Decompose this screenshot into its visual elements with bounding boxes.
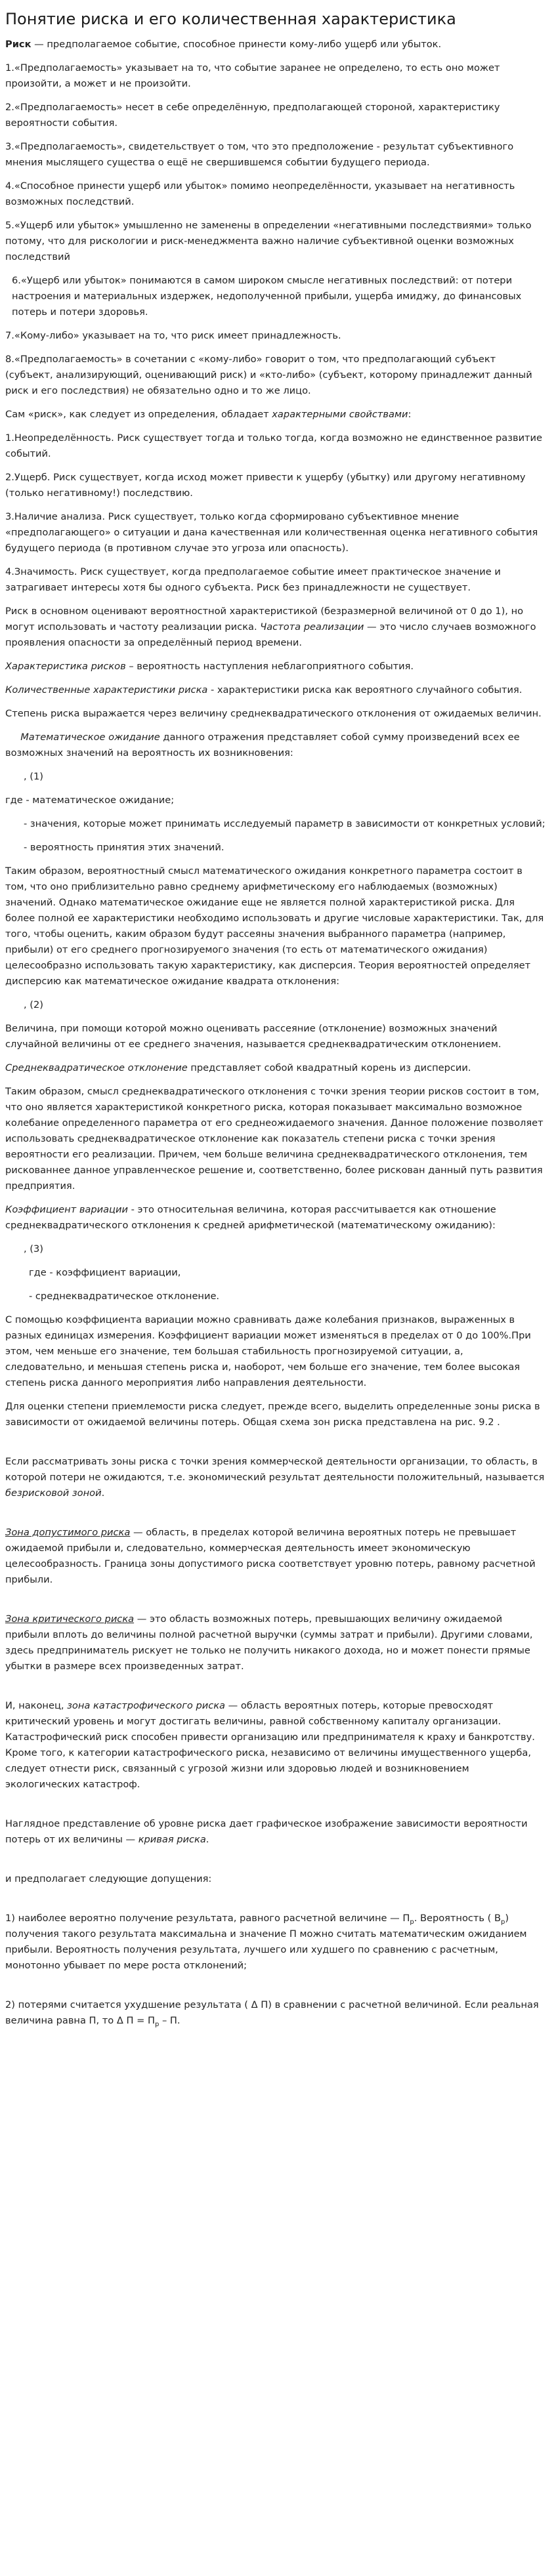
zone-catastrophic <box>5 1698 545 1793</box>
text-fragment: И, наконец, <box>5 1700 68 1711</box>
text-fragment: ) получения такого результата максимальна и значение П можно считать математическим ожиданием прибыли. Вероятность получения результата, лучшего или худшего по сравнению с расчетным, монотонно убывает по мере роста отклонений; <box>5 1913 527 1971</box>
text-fragment: . Вероятность ( В <box>414 1913 502 1924</box>
risk-term: Риск <box>5 39 32 50</box>
text-fragment: характерными свойствами <box>272 409 408 420</box>
text-fragment: Количественные характеристики риска <box>5 684 208 696</box>
spacer <box>5 1982 545 1997</box>
paragraph: - значения, которые может принимать исследуемый параметр в зависимости от конкретных условий; <box>24 818 545 829</box>
text-fragment: — это число случаев возможного проявления опасности за определённый период времени. <box>5 621 536 648</box>
text-fragment: Частота реализации <box>260 621 364 633</box>
formula-3: , (3) <box>24 1243 43 1255</box>
text-fragment: Коэффициент вариации <box>5 1204 128 1215</box>
text-fragment: Зона допустимого риска <box>5 1527 131 1538</box>
text-fragment: — область вероятных потерь, которые превосходят критический уровень и могут достигать величины, равной собственному капиталу организации. Катастрофический риск способен привести организацию или предпринимателя к краху и банкротству. Кроме того, к категории катастрофического риска, независимо от величины имущественного ущерба, следует отнести риск, связанный с угрозой жизни или здоровью людей и возникновением экологических катастроф. <box>5 1700 535 1790</box>
paragraph: 3.Наличие анализа. Риск существует, только когда сформировано субъективное мнение «предполагающего» о ситуации и дана качественная или количественная оценка негативного события будущего периода (в противном случае это угроза или опасность). <box>5 511 538 554</box>
text-fragment: Характеристика рисков <box>5 661 126 672</box>
spacer <box>5 2037 545 2052</box>
text-fragment: - характеристики риска как вероятного случайного события. <box>207 684 523 696</box>
paragraph: 4.Значимость. Риск существует, когда предполагаемое событие имеет практическое значение и затрагивает интересы хотя бы одного субъекта. Риск без принадлежности не существует. <box>5 566 501 593</box>
subscript: р <box>501 1918 505 1926</box>
zone-safe <box>5 1454 545 1501</box>
text-fragment: — область, в пределах которой величина вероятных потерь не превышает ожидаемой прибыли и, следовательно, коммерческая деятельность имеет экономическую целесообразность. Граница зоны допустимого риска соответствует уровню потерь, равному расчетной прибыли. <box>5 1527 536 1585</box>
properties-intro <box>5 407 545 423</box>
risk-characteristic <box>5 659 545 675</box>
quantitative-characteristics <box>5 682 545 698</box>
text-fragment: представляет собой квадратный корень из дисперсии. <box>187 1062 471 1073</box>
page-title: Понятие риска и его количественная характеристика <box>5 10 456 28</box>
paragraph: где - коэффициент вариации, <box>29 1267 181 1278</box>
text-fragment: безрисковой зоной <box>5 1487 102 1499</box>
paragraph: 1.«Предполагаемость» указывает на то, что событие заранее не определено, то есть оно может произойти, а может и не произойти. <box>5 62 500 89</box>
spacer <box>5 1800 545 1816</box>
paragraph: 2.«Предполагаемость» несет в себе определённую, предполагающей стороной, характеристику вероятности события. <box>5 102 500 129</box>
formula-1: , (1) <box>24 771 43 782</box>
paragraph: - среднеквадратическое отклонение. <box>29 1291 220 1302</box>
subscript: р <box>410 1918 414 1926</box>
text-fragment: – вероятность наступления неблагоприятного события. <box>125 661 414 672</box>
subscript: р <box>154 2020 160 2028</box>
text-fragment: 1) наиболее вероятно получение результата, равного расчетной величине — П <box>5 1913 410 1924</box>
risk-curve-intro <box>5 1816 545 1848</box>
text-fragment: - это относительная величина, которая рассчитывается как отношение среднеквадратического отклонения к средней арифметической (математическому ожиданию): <box>5 1204 496 1231</box>
spacer <box>5 1596 545 1611</box>
text-fragment: – П. <box>159 2015 181 2026</box>
formula-2: , (2) <box>24 999 43 1010</box>
text-fragment: 2) потерями считается ухудшение результата ( Δ П) в сравнении с расчетной величиной. Если реальная величина равна П, то Δ П = П <box>5 1999 539 2026</box>
paragraph: 3.«Предполагаемость», свидетельствует о том, что это предположение - результат субъективного мнения мыслящего существа о ещё не свершившемся событии будущего периода. <box>5 141 514 168</box>
spacer <box>5 1682 545 1698</box>
risk-definition-text: — предполагаемое событие, способное принести кому-либо ущерб или убыток. <box>31 39 442 50</box>
paragraph: Таким образом, вероятностный смысл математического ожидания конкретного параметра состоит в том, что оно приблизительно равно среднему арифметическому его наблюдаемых (возможных) значений. Однако математическое ожидание еще не является полной характеристикой риска. Для более полной ее характеристики необходимо использовать и другие числовые характеристики. Так, для того, чтобы оценить, каким образом будут рассеяны значения выбранного параметра (например, прибыли) от его среднего прогнозируемого значения (то есть от математического ожидания) целесообразно использовать такую характеристику, как дисперсия. Теория вероятностей определяет дисперсию как математическое ожидание квадрата отклонения: <box>5 865 544 987</box>
spacer <box>5 1509 545 1525</box>
spacer <box>5 1856 545 1871</box>
zone-critical <box>5 1611 545 1674</box>
sd-definition <box>5 1060 545 1076</box>
paragraph: 4.«Способное принести ущерб или убыток» помимо неопределённости, указывает на негативность возможных последствий. <box>5 180 515 207</box>
paragraph: 1.Неопределённость. Риск существует тогда и только тогда, когда возможно не единственное развитие событий. <box>5 432 543 459</box>
paragraph: и предполагает следующие допущения: <box>5 1873 212 1884</box>
paragraph: Таким образом, смысл среднеквадратического отклонения с точки зрения теории рисков состоит в том, что оно является характеристикой конкретного риска, которая показывает максимально возможное колебание определенного параметра от его среднеожидаемого значения. Данное положение позволяет использовать среднеквадратическое отклонение как показатель степени риска с точки зрения вероятности его реализации. Причем, чем больше величина среднеквадратического отклонения, тем рискованнее данное управленческое решение и, соответственно, более рискован данный путь развития предприятия. <box>5 1086 544 1192</box>
text-fragment: : <box>408 409 412 420</box>
text-fragment: Риск в основном оценивают вероятностной характеристикой (безразмерной величиной от 0 до 1), но могут использовать и частоту реализации риска. <box>5 606 524 633</box>
paragraph: 6.«Ущерб или убыток» понимаются в самом широком смысле негативных последствий: от потери настроения и материальных издержек, недополученной прибыли, ущерба имиджу, до финансовых потерь и потери здоровья. <box>12 275 522 318</box>
paragraph: Для оценки степени приемлемости риска следует, прежде всего, выделить определенные зоны риска в зависимости от ожидаемой величины потерь. Общая схема зон риска представлена на рис. 9.2 . <box>5 1401 540 1428</box>
text-fragment: — это область возможных потерь, превышающих величину ожидаемой прибыли вплоть до величины полной расчетной выручки (суммы затрат и прибыли). Другими словами, здесь предприниматель рискует не только не получить никакого дохода, но и может понести прямые убытки в размере всех произведенных затрат. <box>5 1613 533 1672</box>
paragraph: 7.«Кому-либо» указывает на то, что риск имеет принадлежность. <box>5 330 341 341</box>
paragraph: где - математическое ожидание; <box>5 795 175 806</box>
text-fragment: Сам «риск», как следует из определения, обладает <box>5 409 272 420</box>
text-fragment: Наглядное представление об уровне риска дает графическое изображение зависимости вероятности потерь от их величины — <box>5 1818 528 1845</box>
text-fragment: . <box>205 1834 209 1845</box>
spacer <box>5 1438 545 1454</box>
assumption-2 <box>5 1997 545 2029</box>
assumption-1 <box>5 1911 545 1974</box>
paragraph: - вероятность принятия этих значений. <box>24 842 225 853</box>
text-fragment: кривая риска <box>138 1834 206 1845</box>
text-fragment: Зона критического риска <box>5 1613 135 1625</box>
spacer <box>5 1895 545 1911</box>
zone-acceptable <box>5 1525 545 1588</box>
paragraph: Степень риска выражается через величину среднеквадратического отклонения от ожидаемых величин. <box>5 708 542 719</box>
paragraph: 5.«Ущерб или убыток» умышленно не заменены в определении «негативными последствиями» только потому, что для рискологии и риск-менеджмента важно наличие субъективной оценки возможных последствий <box>5 220 532 262</box>
text-fragment: данного отражения представляет собой сумму произведений всех ее возможных значений на вероятность их возникновения: <box>5 732 520 758</box>
paragraph: 8.«Предполагаемость» в сочетании с «кому-либо» говорит о том, что предполагающий субъект (субъект, анализирующий, оценивающий риск) и «кто-либо» (субъект, которому принадлежит данный риск и его последствия) не обязательно одно и то же лицо. <box>5 354 532 396</box>
risk-definition <box>5 37 545 52</box>
text-fragment: Если рассматривать зоны риска с точки зрения коммерческой деятельности организации, то область, в которой потери не ожидаются, т.е. экономический результат деятельности положительный, называется <box>5 1456 545 1483</box>
paragraph: 2.Ущерб. Риск существует, когда исход может привести к ущербу (убытку) или другому негативному (только негативному!) последствию. <box>5 472 526 499</box>
paragraph: Величина, при помощи которой можно оценивать рассеяние (отклонение) возможных значений случайной величины от ее среднего значения, называется среднеквадратическим отклонением. <box>5 1023 502 1050</box>
frequency-paragraph <box>5 604 545 651</box>
expectation-definition <box>5 730 545 761</box>
text-fragment: зона катастрофического риска <box>67 1700 225 1711</box>
text-fragment: Математическое ожидание <box>20 732 160 743</box>
text-fragment: Среднеквадратическое отклонение <box>5 1062 188 1073</box>
text-fragment: . <box>101 1487 105 1499</box>
cv-definition <box>5 1202 545 1234</box>
paragraph: С помощью коэффициента вариации можно сравнивать даже колебания признаков, выраженных в разных единицах измерения. Коэффициент вариации может изменяться в пределах от 0 до 100%.При этом, чем меньше его значение, тем большая стабильность прогнозируемой ситуации, а, следовательно, и меньшая степень риска и, наоборот, чем больше его значение, тем более высокая степень риска данного мероприятия либо направления деятельности. <box>5 1314 531 1388</box>
